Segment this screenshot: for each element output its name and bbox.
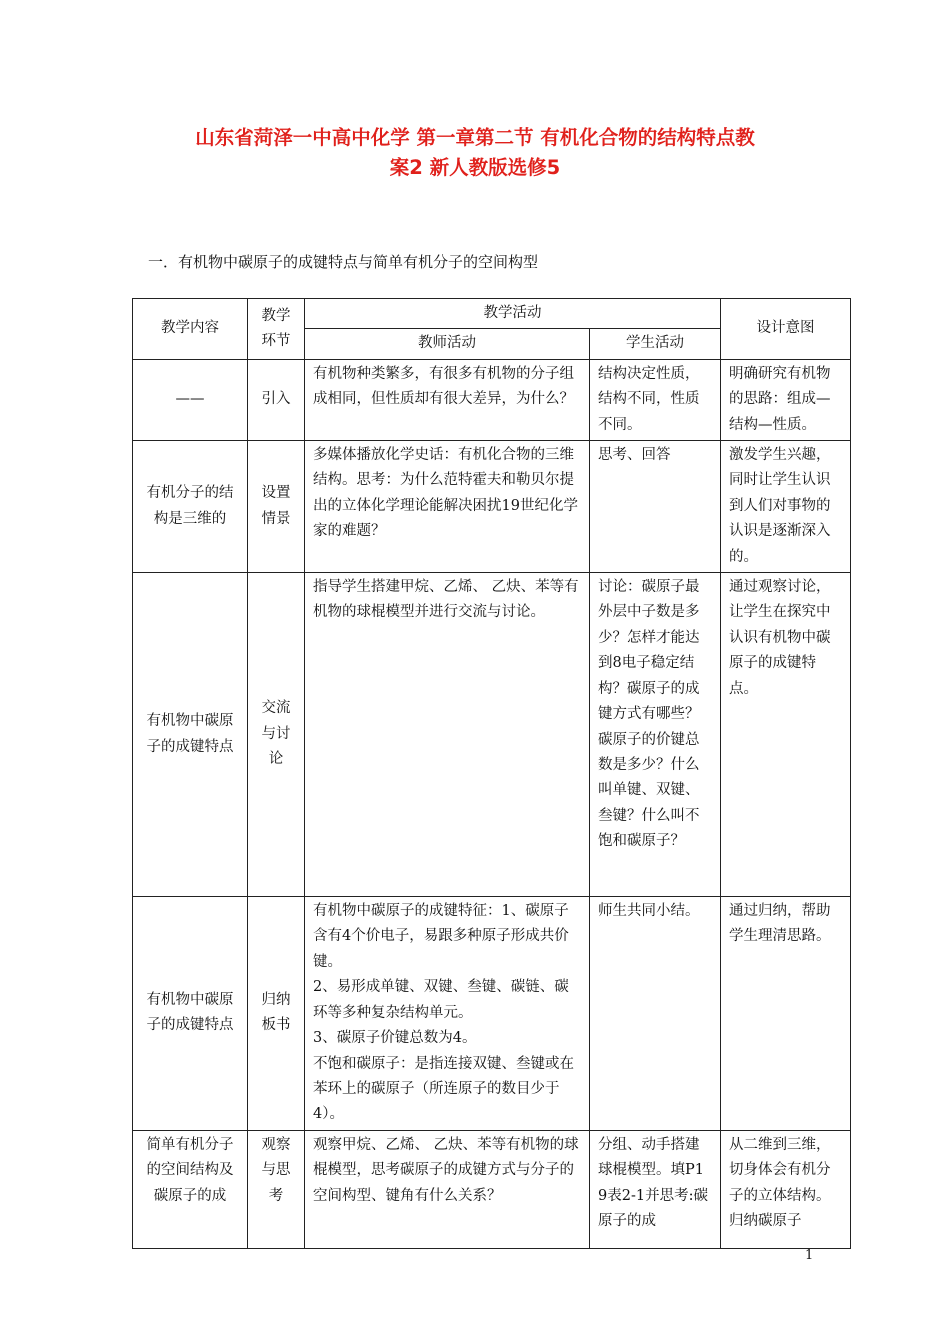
cell-content: 有机分子的结构是三维的	[133, 441, 248, 573]
cell-intent: 通过归纳，帮助学生理清思路。	[721, 897, 851, 1131]
lesson-plan-table	[132, 298, 851, 1249]
cell-teacher: 有机物中碳原子的成键特征：1、碳原子含有4个价电子，易跟多种原子形成共价键。 2、易形成单键、双键、叁键、碳链、碳环等多种复杂结构单元。 3、碳原子价键总数为4。 不饱和碳原子：是指连接双键、叁键或在苯环上的碳原子（所连原子的数目少于4）。	[305, 897, 590, 1131]
title-line-2: 案2 新人教版选修5	[389, 156, 561, 179]
cell-intent: 通过观察讨论，让学生在探究中认识有机物中碳原子的成键特点。	[721, 573, 851, 897]
cell-stage: 设置情景	[248, 441, 305, 573]
cell-student: 分组、动手搭建球棍模型。填P19表2-1并思考:碳原子的成	[590, 1130, 721, 1248]
table-row	[133, 897, 851, 1131]
header-intent: 设计意图	[721, 299, 851, 360]
cell-content: ——	[133, 359, 248, 440]
cell-intent: 明确研究有机物的思路：组成—结构—性质。	[721, 359, 851, 440]
cell-intent: 从二维到三维，切身体会有机分子的立体结构。归纳碳原子	[721, 1130, 851, 1248]
table-row	[133, 1130, 851, 1248]
cell-student: 师生共同小结。	[590, 897, 721, 1131]
cell-content: 有机物中碳原子的成键特点	[133, 897, 248, 1131]
header-teacher: 教师活动	[305, 329, 590, 359]
table-row	[133, 441, 851, 573]
header-activity: 教学活动	[305, 299, 721, 329]
table-header-row	[133, 299, 851, 329]
title-line-1: 山东省菏泽一中高中化学 第一章第二节 有机化合物的结构特点教	[195, 126, 755, 149]
cell-intent: 激发学生兴趣，同时让学生认识到人们对事物的认识是逐渐深入的。	[721, 441, 851, 573]
cell-content: 简单有机分子的空间结构及碳原子的成	[133, 1130, 248, 1248]
page-number: 1	[805, 1248, 814, 1263]
document-title	[100, 123, 850, 183]
table-row	[133, 573, 851, 897]
cell-stage: 引入	[248, 359, 305, 440]
cell-student: 思考、回答	[590, 441, 721, 573]
cell-stage: 归纳板书	[248, 897, 305, 1131]
cell-student: 讨论：碳原子最外层中子数是多少？怎样才能达到8电子稳定结构？碳原子的成键方式有哪些？碳原子的价键总数是多少？什么叫单键、双键、叁键？什么叫不饱和碳原子？	[590, 573, 721, 897]
header-stage: 教学环节	[248, 299, 305, 360]
cell-teacher: 指导学生搭建甲烷、乙烯、 乙炔、苯等有机物的球棍模型并进行交流与讨论。	[305, 573, 590, 897]
cell-stage: 观察与思考	[248, 1130, 305, 1248]
cell-teacher: 观察甲烷、乙烯、 乙炔、苯等有机物的球棍模型，思考碳原子的成键方式与分子的空间构型、键角有什么关系？	[305, 1130, 590, 1248]
header-content: 教学内容	[133, 299, 248, 360]
cell-teacher: 有机物种类繁多，有很多有机物的分子组成相同，但性质却有很大差异，为什么？	[305, 359, 590, 440]
header-student: 学生活动	[590, 329, 721, 359]
cell-student: 结构决定性质，结构不同，性质不同。	[590, 359, 721, 440]
table-row	[133, 359, 851, 440]
section-heading: 一．有机物中碳原子的成键特点与简单有机分子的空间构型	[148, 253, 539, 271]
cell-content: 有机物中碳原子的成键特点	[133, 573, 248, 897]
cell-stage: 交流与讨论	[248, 573, 305, 897]
cell-teacher: 多媒体播放化学史话：有机化合物的三维结构。思考：为什么范特霍夫和勒贝尔提出的立体化学理论能解决困扰19世纪化学家的难题？	[305, 441, 590, 573]
